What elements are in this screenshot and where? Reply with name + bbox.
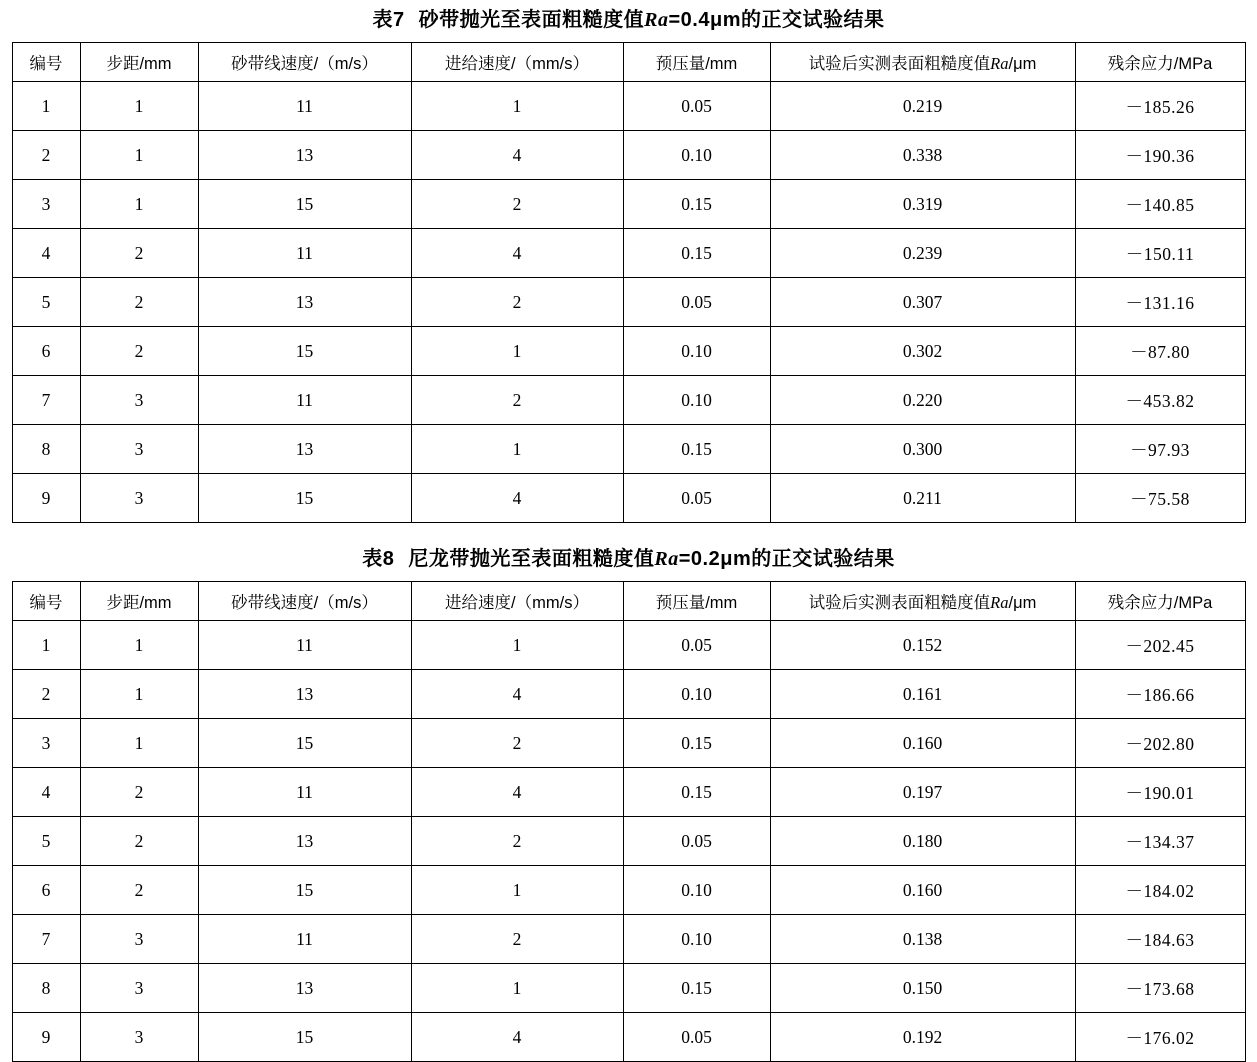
- cell-preload: 0.05: [623, 278, 770, 327]
- col-header-roughness-after: /μm: [1008, 594, 1037, 612]
- orthogonal-experiment-table-8: [12, 581, 1246, 1062]
- cell-roughness: 0.220: [770, 376, 1075, 425]
- cell-preload: 0.15: [623, 964, 770, 1013]
- cell-preload: 0.15: [623, 425, 770, 474]
- cell-step: 2: [80, 278, 198, 327]
- cell-residual-stress: －134.37: [1075, 817, 1245, 866]
- col-header-id: 编号: [12, 43, 80, 82]
- cell-roughness: 0.302: [770, 327, 1075, 376]
- cell-roughness: 0.307: [770, 278, 1075, 327]
- cell-roughness: 0.319: [770, 180, 1075, 229]
- cell-residual-stress: －186.66: [1075, 670, 1245, 719]
- cell-feed-speed: 2: [411, 719, 623, 768]
- cell-step: 1: [80, 621, 198, 670]
- col-header-preload: 预压量/mm: [623, 582, 770, 621]
- table-header: [12, 582, 1245, 621]
- table-caption-italic: Ra: [644, 9, 669, 31]
- cell-roughness: 0.160: [770, 719, 1075, 768]
- table-row: [12, 719, 1245, 768]
- cell-step: 1: [80, 131, 198, 180]
- orthogonal-experiment-table-7: [12, 42, 1246, 523]
- table-header: [12, 43, 1245, 82]
- table-row: [12, 425, 1245, 474]
- cell-feed-speed: 1: [411, 82, 623, 131]
- cell-roughness: 0.219: [770, 82, 1075, 131]
- cell-belt-speed: 13: [198, 278, 411, 327]
- col-header-step: 步距/mm: [80, 582, 198, 621]
- cell-belt-speed: 13: [198, 964, 411, 1013]
- cell-preload: 0.05: [623, 621, 770, 670]
- cell-roughness: 0.192: [770, 1013, 1075, 1062]
- cell-preload: 0.15: [623, 229, 770, 278]
- table-caption-number: 表8: [362, 548, 395, 570]
- cell-feed-speed: 2: [411, 180, 623, 229]
- cell-residual-stress: －190.36: [1075, 131, 1245, 180]
- table-body: [12, 621, 1245, 1062]
- cell-belt-speed: 15: [198, 474, 411, 523]
- cell-feed-speed: 1: [411, 621, 623, 670]
- cell-step: 3: [80, 376, 198, 425]
- col-header-roughness-before: 试验后实测表面粗糙度值: [808, 55, 991, 73]
- table-row: [12, 180, 1245, 229]
- cell-id: 9: [12, 1013, 80, 1062]
- table-caption-text-after: =0.2μm的正交试验结果: [678, 548, 895, 570]
- cell-feed-speed: 4: [411, 1013, 623, 1062]
- table-row: [12, 82, 1245, 131]
- cell-residual-stress: －453.82: [1075, 376, 1245, 425]
- cell-belt-speed: 13: [198, 817, 411, 866]
- table-caption-text-before: 尼龙带抛光至表面粗糙度值: [408, 548, 655, 570]
- col-header-residual-stress: 残余应力/MPa: [1075, 43, 1245, 82]
- cell-residual-stress: －202.80: [1075, 719, 1245, 768]
- cell-feed-speed: 1: [411, 425, 623, 474]
- cell-id: 4: [12, 768, 80, 817]
- cell-feed-speed: 1: [411, 866, 623, 915]
- cell-step: 2: [80, 229, 198, 278]
- cell-preload: 0.10: [623, 915, 770, 964]
- cell-residual-stress: －176.02: [1075, 1013, 1245, 1062]
- cell-roughness: 0.160: [770, 866, 1075, 915]
- cell-feed-speed: 2: [411, 817, 623, 866]
- cell-preload: 0.15: [623, 719, 770, 768]
- cell-preload: 0.10: [623, 327, 770, 376]
- cell-belt-speed: 15: [198, 180, 411, 229]
- cell-belt-speed: 13: [198, 131, 411, 180]
- cell-roughness: 0.338: [770, 131, 1075, 180]
- cell-belt-speed: 15: [198, 866, 411, 915]
- cell-residual-stress: －185.26: [1075, 82, 1245, 131]
- table-header-row: [12, 582, 1245, 621]
- cell-preload: 0.10: [623, 131, 770, 180]
- cell-step: 2: [80, 817, 198, 866]
- col-header-belt-speed: 砂带线速度/（m/s）: [198, 43, 411, 82]
- cell-feed-speed: 4: [411, 131, 623, 180]
- cell-step: 2: [80, 327, 198, 376]
- cell-roughness: 0.300: [770, 425, 1075, 474]
- table-row: [12, 964, 1245, 1013]
- cell-residual-stress: －97.93: [1075, 425, 1245, 474]
- table-row: [12, 621, 1245, 670]
- cell-feed-speed: 1: [411, 964, 623, 1013]
- cell-step: 3: [80, 1013, 198, 1062]
- cell-step: 1: [80, 719, 198, 768]
- col-header-id: 编号: [12, 582, 80, 621]
- table-row: [12, 229, 1245, 278]
- cell-id: 3: [12, 719, 80, 768]
- cell-id: 3: [12, 180, 80, 229]
- cell-id: 2: [12, 670, 80, 719]
- table-header-row: [12, 43, 1245, 82]
- cell-belt-speed: 11: [198, 82, 411, 131]
- table-caption-italic: Ra: [654, 548, 679, 570]
- cell-preload: 0.05: [623, 1013, 770, 1062]
- cell-residual-stress: －75.58: [1075, 474, 1245, 523]
- cell-belt-speed: 15: [198, 719, 411, 768]
- table-row: [12, 915, 1245, 964]
- cell-preload: 0.15: [623, 768, 770, 817]
- cell-feed-speed: 4: [411, 474, 623, 523]
- table-row: [12, 670, 1245, 719]
- cell-step: 3: [80, 915, 198, 964]
- cell-step: 1: [80, 82, 198, 131]
- table-caption-7: [0, 0, 1257, 42]
- cell-step: 3: [80, 964, 198, 1013]
- cell-roughness: 0.138: [770, 915, 1075, 964]
- col-header-roughness-italic: Ra: [990, 593, 1009, 612]
- col-header-preload: 预压量/mm: [623, 43, 770, 82]
- cell-belt-speed: 15: [198, 327, 411, 376]
- cell-id: 7: [12, 915, 80, 964]
- cell-residual-stress: －140.85: [1075, 180, 1245, 229]
- cell-roughness: 0.239: [770, 229, 1075, 278]
- cell-feed-speed: 4: [411, 768, 623, 817]
- cell-step: 3: [80, 474, 198, 523]
- cell-preload: 0.05: [623, 474, 770, 523]
- cell-residual-stress: －190.01: [1075, 768, 1245, 817]
- cell-residual-stress: －184.02: [1075, 866, 1245, 915]
- cell-id: 5: [12, 278, 80, 327]
- col-header-step: 步距/mm: [80, 43, 198, 82]
- cell-id: 6: [12, 327, 80, 376]
- cell-id: 2: [12, 131, 80, 180]
- table-caption-8: [0, 539, 1257, 581]
- cell-roughness: 0.161: [770, 670, 1075, 719]
- table-row: [12, 1013, 1245, 1062]
- table-row: [12, 131, 1245, 180]
- cell-id: 1: [12, 82, 80, 131]
- table-block-7: [0, 0, 1257, 523]
- cell-id: 6: [12, 866, 80, 915]
- cell-preload: 0.10: [623, 670, 770, 719]
- cell-step: 3: [80, 425, 198, 474]
- col-header-roughness: [770, 582, 1075, 621]
- table-row: [12, 376, 1245, 425]
- col-header-roughness-italic: Ra: [990, 54, 1009, 73]
- cell-feed-speed: 2: [411, 278, 623, 327]
- cell-preload: 0.05: [623, 82, 770, 131]
- table-row: [12, 474, 1245, 523]
- cell-belt-speed: 11: [198, 915, 411, 964]
- table-row: [12, 327, 1245, 376]
- cell-id: 8: [12, 425, 80, 474]
- col-header-feed-speed: 进给速度/（mm/s）: [411, 582, 623, 621]
- table-block-8: [0, 539, 1257, 1062]
- section-spacer: [0, 523, 1257, 539]
- cell-roughness: 0.152: [770, 621, 1075, 670]
- cell-id: 8: [12, 964, 80, 1013]
- cell-step: 2: [80, 866, 198, 915]
- col-header-roughness-before: 试验后实测表面粗糙度值: [808, 594, 991, 612]
- table-caption-text-after: =0.4μm的正交试验结果: [668, 9, 885, 31]
- cell-id: 9: [12, 474, 80, 523]
- cell-residual-stress: －173.68: [1075, 964, 1245, 1013]
- cell-roughness: 0.180: [770, 817, 1075, 866]
- cell-id: 7: [12, 376, 80, 425]
- col-header-feed-speed: 进给速度/（mm/s）: [411, 43, 623, 82]
- cell-preload: 0.15: [623, 180, 770, 229]
- cell-id: 4: [12, 229, 80, 278]
- table-row: [12, 278, 1245, 327]
- cell-step: 1: [80, 180, 198, 229]
- table-row: [12, 866, 1245, 915]
- col-header-roughness: [770, 43, 1075, 82]
- cell-belt-speed: 15: [198, 1013, 411, 1062]
- cell-residual-stress: －87.80: [1075, 327, 1245, 376]
- cell-belt-speed: 11: [198, 621, 411, 670]
- cell-feed-speed: 2: [411, 376, 623, 425]
- cell-residual-stress: －150.11: [1075, 229, 1245, 278]
- cell-belt-speed: 11: [198, 768, 411, 817]
- cell-belt-speed: 13: [198, 425, 411, 474]
- cell-belt-speed: 11: [198, 376, 411, 425]
- table-row: [12, 817, 1245, 866]
- cell-feed-speed: 1: [411, 327, 623, 376]
- cell-step: 1: [80, 670, 198, 719]
- cell-roughness: 0.211: [770, 474, 1075, 523]
- cell-feed-speed: 2: [411, 915, 623, 964]
- cell-preload: 0.10: [623, 866, 770, 915]
- cell-residual-stress: －184.63: [1075, 915, 1245, 964]
- cell-residual-stress: －131.16: [1075, 278, 1245, 327]
- table-caption-number: 表7: [372, 9, 405, 31]
- cell-belt-speed: 13: [198, 670, 411, 719]
- cell-feed-speed: 4: [411, 670, 623, 719]
- col-header-roughness-after: /μm: [1008, 55, 1037, 73]
- table-row: [12, 768, 1245, 817]
- table-body: [12, 82, 1245, 523]
- cell-roughness: 0.150: [770, 964, 1075, 1013]
- col-header-belt-speed: 砂带线速度/（m/s）: [198, 582, 411, 621]
- cell-belt-speed: 11: [198, 229, 411, 278]
- cell-id: 5: [12, 817, 80, 866]
- cell-id: 1: [12, 621, 80, 670]
- col-header-residual-stress: 残余应力/MPa: [1075, 582, 1245, 621]
- cell-preload: 0.05: [623, 817, 770, 866]
- cell-feed-speed: 4: [411, 229, 623, 278]
- cell-residual-stress: －202.45: [1075, 621, 1245, 670]
- table-caption-text-before: 砂带抛光至表面粗糙度值: [418, 9, 645, 31]
- cell-roughness: 0.197: [770, 768, 1075, 817]
- cell-preload: 0.10: [623, 376, 770, 425]
- cell-step: 2: [80, 768, 198, 817]
